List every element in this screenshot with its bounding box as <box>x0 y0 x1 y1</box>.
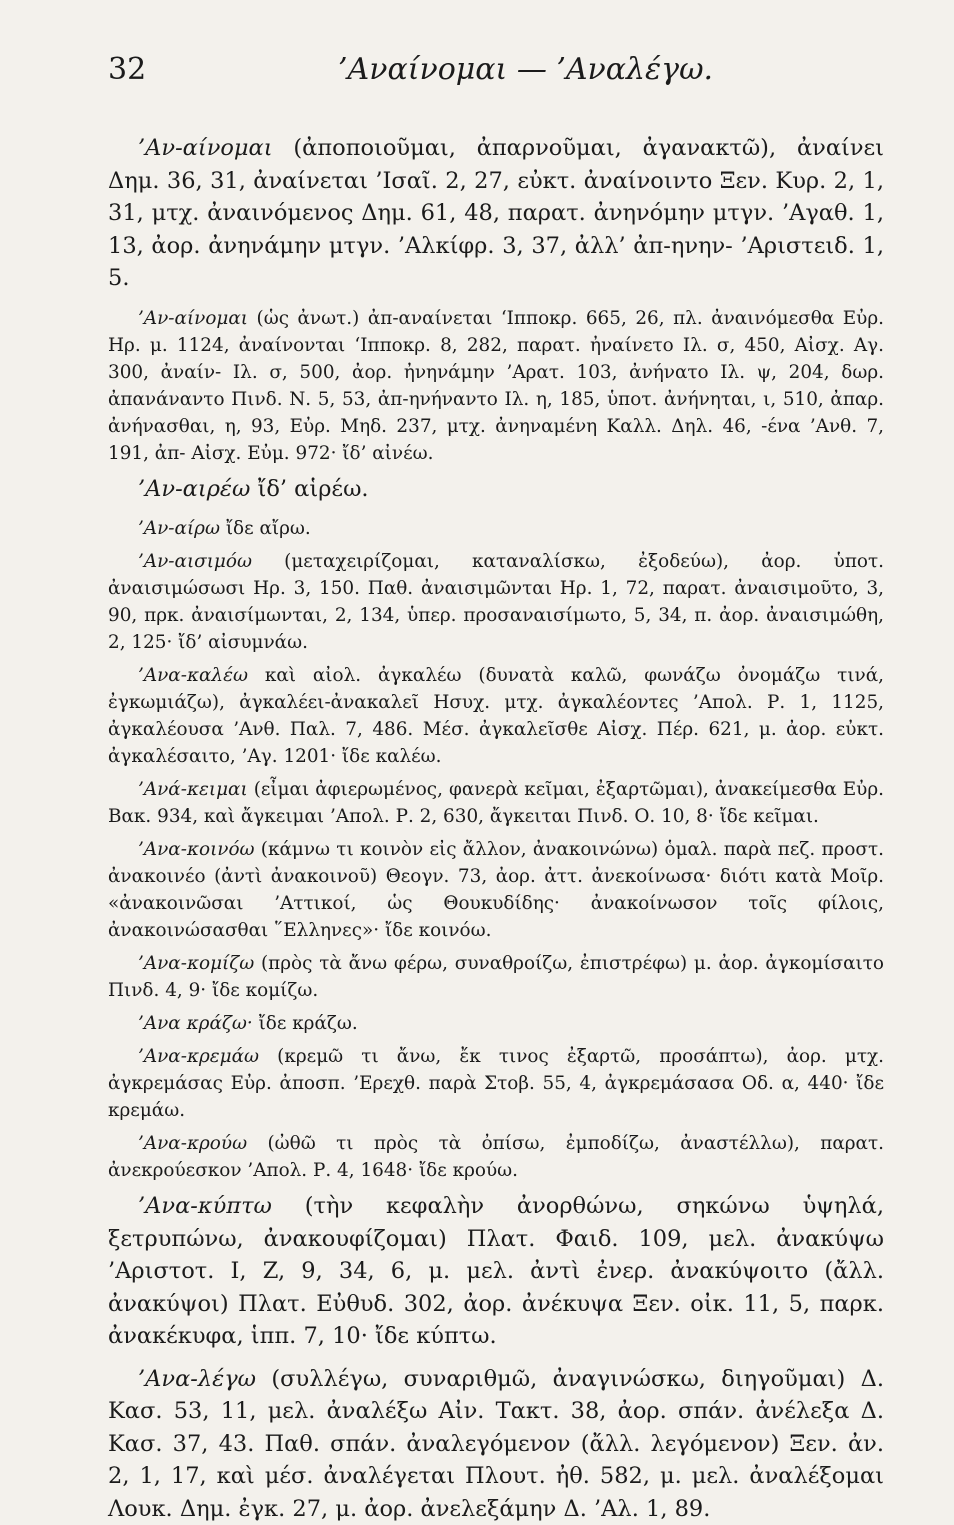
entry-text: ἴδε κράζω. <box>253 1013 358 1034</box>
entry-text: καὶ αἰολ. ἀγκαλέω (δυνατὰ καλῶ, φωνάζω ὀνομάζω τινά, ἐγκωμιάζω), ἀγκαλέει-ἀνακαλεῖ Ησυχ. μτχ. ἀγκαλέοντες ’Απολ. Ρ. 1, 1125, ἀγκαλέουσα ’Ανθ. Παλ. 7, 486. Μέσ. ἀγκαλεῖσθε Αἰσχ. Πέρ. 621, μ. ἀορ. εὐκτ. ἀγκαλέσαιτο, ’Αγ. 1201· ἴδε καλέω. <box>108 665 884 767</box>
entry-lemma: ’Ανα-κρεμάω <box>138 1046 259 1067</box>
entry-lemma: ’Ανα-λέγω <box>138 1366 256 1392</box>
entry-lemma: ’Ανα-κομίζω <box>138 953 254 974</box>
dictionary-entry <box>108 1010 884 1037</box>
dictionary-entry <box>108 305 884 467</box>
dictionary-entry <box>108 836 884 944</box>
entry-text: (κάμνω τι κοινὸν εἰς ἄλλον, ἀνακοινώνω) ὁμαλ. παρὰ πεζ. προστ. ἀνακοινέο (ἀντὶ ἀνακοινοῦ) Θεογν. 73, ἀορ. ἀττ. ἀνεκοίνωσα· διότι κατὰ Μοῖρ. «ἀνακοινῶσαι ’Αττικοί, ὡς Θουκυδίδης· ἀνακοίνωσον τοῖς φίλοις, ἀνακοινώσασθαι ῞Ελληνες»· ἴδε κοινόω. <box>108 839 884 941</box>
dictionary-entry <box>108 776 884 830</box>
entry-lemma: ’Αν-αισιμόω <box>138 551 252 572</box>
entry-lemma: ’Ανα-κοινόω <box>138 839 255 860</box>
dictionary-entries <box>108 132 884 1525</box>
page-header <box>108 52 884 112</box>
entry-text: (πρὸς τὰ ἄνω φέρω, συναθροίζω, ἐπιστρέφω) μ. ἀορ. ἀγκομίσαιτο Πινδ. 4, 9· ἴδε κομίζω. <box>108 953 884 1001</box>
dictionary-entry <box>108 662 884 770</box>
entry-lemma: ’Ανα-κρούω <box>138 1133 247 1154</box>
entry-lemma: ’Αν-αίρω <box>138 518 220 539</box>
dictionary-entry <box>108 132 884 295</box>
dictionary-entry <box>108 950 884 1004</box>
entry-text: ἴδε αἴρω. <box>220 518 311 539</box>
dictionary-entry <box>108 1130 884 1184</box>
entry-lemma: ’Ανά-κειμαι <box>138 779 248 800</box>
dictionary-entry <box>108 1363 884 1525</box>
page-number: 32 <box>108 52 338 87</box>
entry-text: (κρεμῶ τι ἄνω, ἔκ τινος ἐξαρτῶ, προσάπτω), ἀορ. μτχ. ἀγκρεμάσας Εὐρ. ἀποσπ. ’Ερεχθ. παρὰ Στοβ. 55, 4, ἀγκρεμάσασα Οδ. α, 440· ἴδε κρεμάω. <box>108 1046 884 1121</box>
entry-text: (μεταχειρίζομαι, καταναλίσκω, ἐξοδεύω), ἀορ. ὑποτ. ἀναισιμώσωσι Ηρ. 3, 150. Παθ. ἀναισιμῶνται Ηρ. 1, 72, παρατ. ἀναισιμοῦτο, 3, 90, πρκ. ἀναισίμωνται, 2, 134, ὑπερ. προσαναισίμωτο, 5, 34, π. ἀορ. ἀναισιμώθη, 2, 125· ἴδ’ αἰσυμνάω. <box>108 551 884 653</box>
dictionary-entry <box>108 1190 884 1353</box>
dictionary-entry <box>108 548 884 656</box>
dictionary-entry <box>108 473 884 506</box>
entry-text: (ἀποποιοῦμαι, ἀπαρνοῦμαι, ἀγανακτῶ), ἀναίνει Δημ. 36, 31, ἀναίνεται ’Ισαῖ. 2, 27, εὐκτ. ἀναίνοιντο Ξεν. Κυρ. 2, 1, 31, μτχ. ἀναινόμενος Δημ. 61, 48, παρατ. ἀνηνόμην μτγν. ’Αγαθ. 1, 13, ἀορ. ἀνηνάμην μτγν. ’Αλκίφρ. 3, 37, ἀλλ’ ἀπ-ηνην- ’Αριστειδ. 1, 5. <box>108 135 884 291</box>
entry-text: (τὴν κεφαλὴν ἀνορθώνω, σηκώνω ὑψηλά, ξετρυπώνω, ἀνακουφίζομαι) Πλατ. Φαιδ. 109, μελ. ἀνακύψω ’Αριστοτ. I, Z, 9, 34, 6, μ. μελ. ἀντὶ ἐνερ. ἀνακύψοιτο (ἄλλ. ἀνακύψοι) Πλατ. Εὐθυδ. 302, ἀορ. ἀνέκυψα Ξεν. οἰκ. 11, 5, παρκ. ἀνακέκυφα, ἱππ. 7, 10· ἴδε κύπτω. <box>108 1193 884 1349</box>
running-title: ’Αναίνομαι — ’Αναλέγω. <box>338 52 713 87</box>
entry-text: (συλλέγω, συναριθμῶ, ἀναγινώσκω, διηγοῦμαι) Δ. Κασ. 53, 11, μελ. ἀναλέξω Αἰν. Τακτ. 38, ἀορ. σπάν. ἀνέλεξα Δ. Κασ. 37, 43. Παθ. σπάν. ἀναλεγόμενον (ἄλλ. λεγόμενον) Ξεν. ἀν. 2, 1, 17, καὶ μέσ. ἀναλέγεται Πλουτ. ἠθ. 582, μ. μελ. ἀναλέξομαι Λουκ. Δημ. ἐγκ. 27, μ. ἀορ. ἀνελεξάμην Δ. ’Αλ. 1, 89. <box>108 1366 884 1522</box>
entry-text: ἴδ’ αἱρέω. <box>250 476 368 502</box>
entry-lemma: ’Ανα-καλέω <box>138 665 248 686</box>
entry-text: (ὠθῶ τι πρὸς τὰ ὀπίσω, ἐμποδίζω, ἀναστέλλω), παρατ. ἀνεκρούεσκον ’Απολ. Ρ. 4, 1648· ἴδε κρούω. <box>108 1133 884 1181</box>
dictionary-entry <box>108 515 884 542</box>
entry-lemma: ’Αν-αίνομαι <box>138 308 248 329</box>
dictionary-entry <box>108 1043 884 1124</box>
entry-lemma: ’Ανα-κύπτω <box>138 1193 272 1219</box>
entry-lemma: ’Ανα κράζω· <box>138 1013 253 1034</box>
entry-text: (εἶμαι ἀφιερωμένος, φανερὰ κεῖμαι, ἐξαρτῶμαι), ἀνακείμεσθα Εὐρ. Βακ. 934, καὶ ἄγκειμαι ’Απολ. Ρ. 2, 630, ἄγκειται Πινδ. Ο. 10, 8· ἴδε κεῖμαι. <box>108 779 884 827</box>
entry-lemma: ’Αν-αίνομαι <box>138 135 273 161</box>
entry-text: (ὡς ἀνωτ.) ἀπ-αναίνεται ‘Ιπποκρ. 665, 26, πλ. ἀναινόμεσθα Εὐρ. Ηρ. μ. 1124, ἀναίνονται ‘Ιπποκρ. 8, 282, παρατ. ἠναίνετο Ιλ. σ, 450, Αἰσχ. Αγ. 300, ἀναίν- Ιλ. σ, 500, ἀορ. ἠνηνάμην ’Αρατ. 103, ἀνήνατο Ιλ. ψ, 204, δωρ. ἀπανάναντο Πινδ. Ν. 5, 53, ἀπ-ηνήναντο Ιλ. η, 185, ὑποτ. ἀνήνηται, ι, 510, ἀπαρ. ἀνήνασθαι, η, 93, Εὐρ. Μηδ. 237, μτχ. ἀνηναμένη Καλλ. Δηλ. 46, -ένα ’Ανθ. 7, 191, ἀπ- Αἰσχ. Εὐμ. 972· ἴδ’ αἰνέω. <box>108 308 884 464</box>
entry-lemma: ’Αν-αιρέω <box>138 476 250 502</box>
